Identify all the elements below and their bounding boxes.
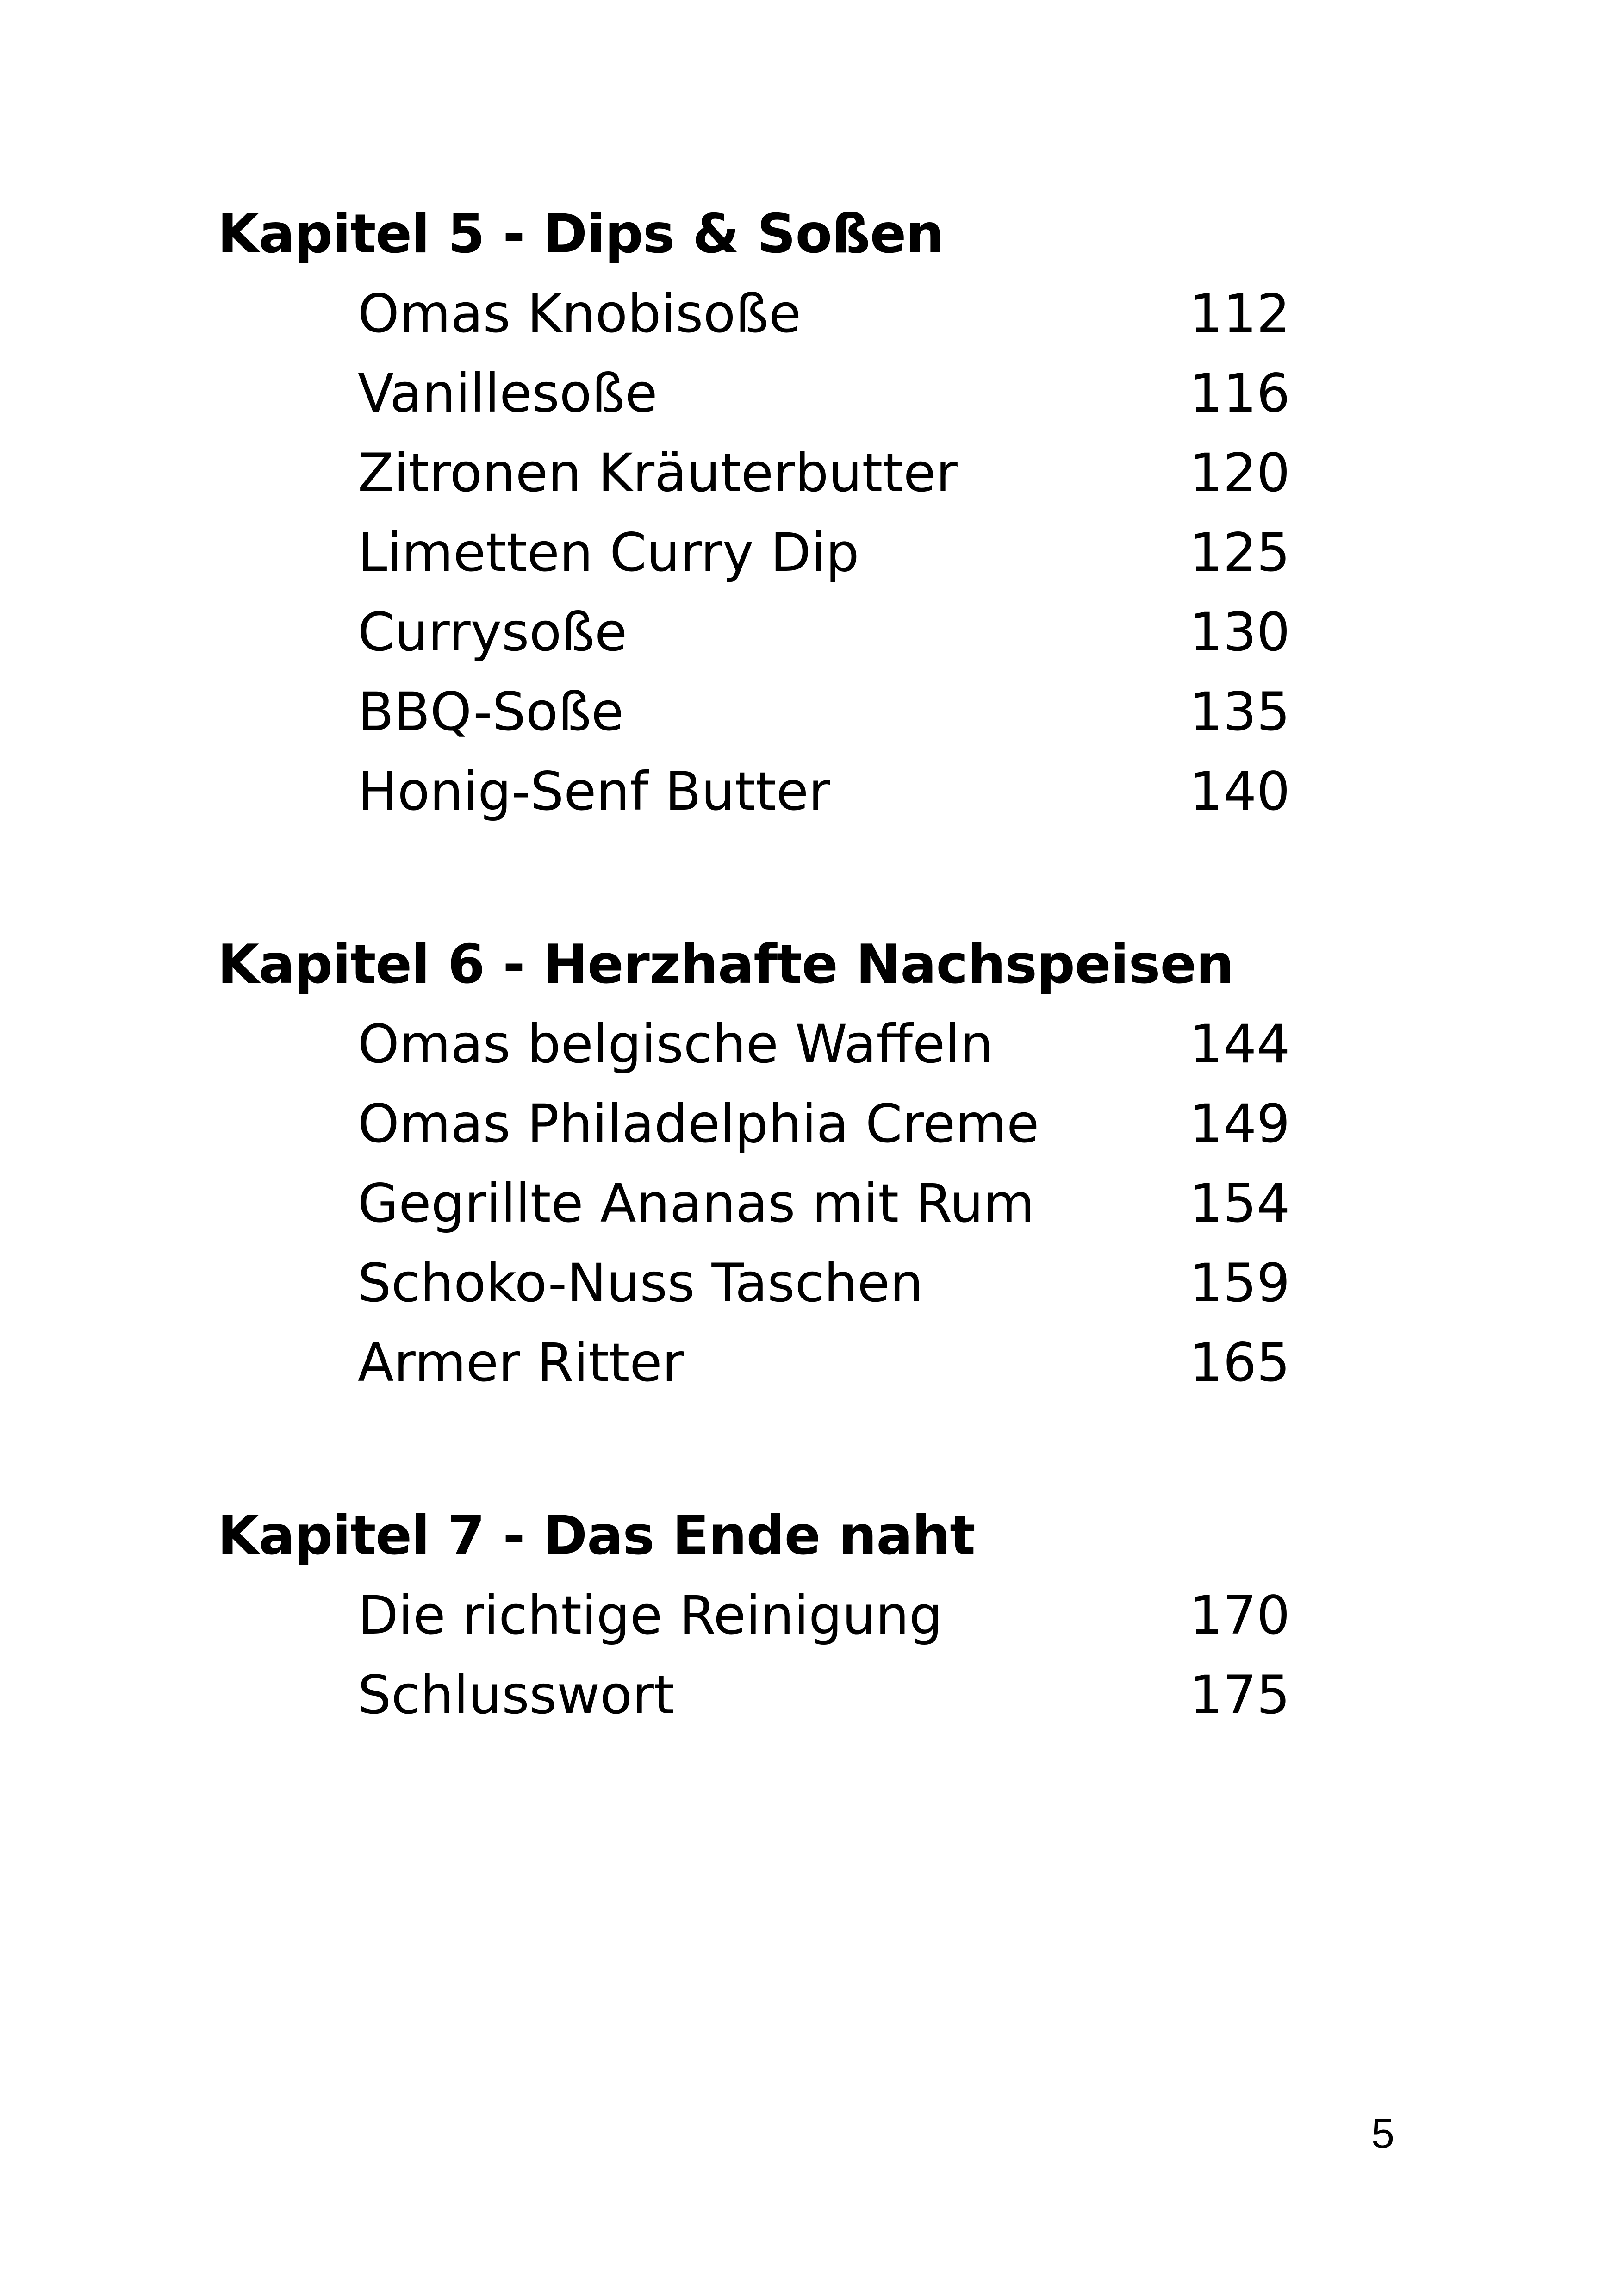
entry-title: Armer Ritter <box>358 1332 684 1393</box>
entry-title: Vanillesoße <box>358 362 658 424</box>
toc-entry <box>218 752 1328 831</box>
toc-entry <box>218 433 1328 513</box>
entry-title: Omas Knobisoße <box>358 283 802 344</box>
chapter-title: Kapitel 5 - Dips & Soßen <box>218 203 944 265</box>
chapter-7 <box>218 1496 1328 1735</box>
entry-title: Die richtige Reinigung <box>358 1585 943 1646</box>
entry-page-number: 149 <box>1189 1093 1290 1154</box>
entry-page-number: 120 <box>1189 442 1290 504</box>
entry-page-number: 116 <box>1189 362 1290 424</box>
entry-title: Honig-Senf Butter <box>358 761 830 822</box>
entry-title: Gegrillte Ananas mit Rum <box>358 1173 1035 1234</box>
toc-entry <box>218 1004 1328 1084</box>
chapter-title: Kapitel 6 - Herzhafte Nachspeisen <box>218 933 1234 996</box>
toc-entry <box>218 593 1328 672</box>
entry-title: Schoko-Nuss Taschen <box>358 1252 923 1314</box>
toc-entry <box>218 513 1328 593</box>
toc-entry <box>218 1164 1328 1243</box>
entry-page-number: 140 <box>1189 761 1290 822</box>
toc-entry <box>218 1655 1328 1735</box>
entry-title: BBQ-Soße <box>358 681 624 742</box>
entry-title: Omas belgische Waffeln <box>358 1013 994 1075</box>
entry-page-number: 135 <box>1189 681 1290 742</box>
chapter-6 <box>218 925 1328 1403</box>
toc-entry <box>218 672 1328 752</box>
entry-page-number: 125 <box>1189 522 1290 583</box>
entry-title: Zitronen Kräuterbutter <box>358 442 958 504</box>
entry-page-number: 159 <box>1189 1252 1290 1314</box>
chapter-5 <box>218 194 1328 831</box>
toc-entry <box>218 1243 1328 1323</box>
entry-page-number: 165 <box>1189 1332 1290 1393</box>
entry-title: Schlusswort <box>358 1664 675 1726</box>
entry-page-number: 112 <box>1189 283 1290 344</box>
entry-page-number: 154 <box>1189 1173 1290 1234</box>
entry-title: Limetten Curry Dip <box>358 522 859 583</box>
toc-entry <box>218 354 1328 433</box>
table-of-contents <box>218 194 1328 1735</box>
entry-page-number: 144 <box>1189 1013 1290 1075</box>
page-number: 5 <box>1371 2111 1395 2157</box>
entry-title: Currysoße <box>358 601 628 663</box>
entry-page-number: 130 <box>1189 601 1290 663</box>
entry-title: Omas Philadelphia Creme <box>358 1093 1039 1154</box>
entry-page-number: 170 <box>1189 1585 1290 1646</box>
entry-page-number: 175 <box>1189 1664 1290 1726</box>
toc-entry <box>218 1084 1328 1164</box>
toc-entry <box>218 1323 1328 1403</box>
chapter-title: Kapitel 7 - Das Ende naht <box>218 1504 975 1567</box>
toc-entry <box>218 1576 1328 1655</box>
toc-entry <box>218 274 1328 354</box>
